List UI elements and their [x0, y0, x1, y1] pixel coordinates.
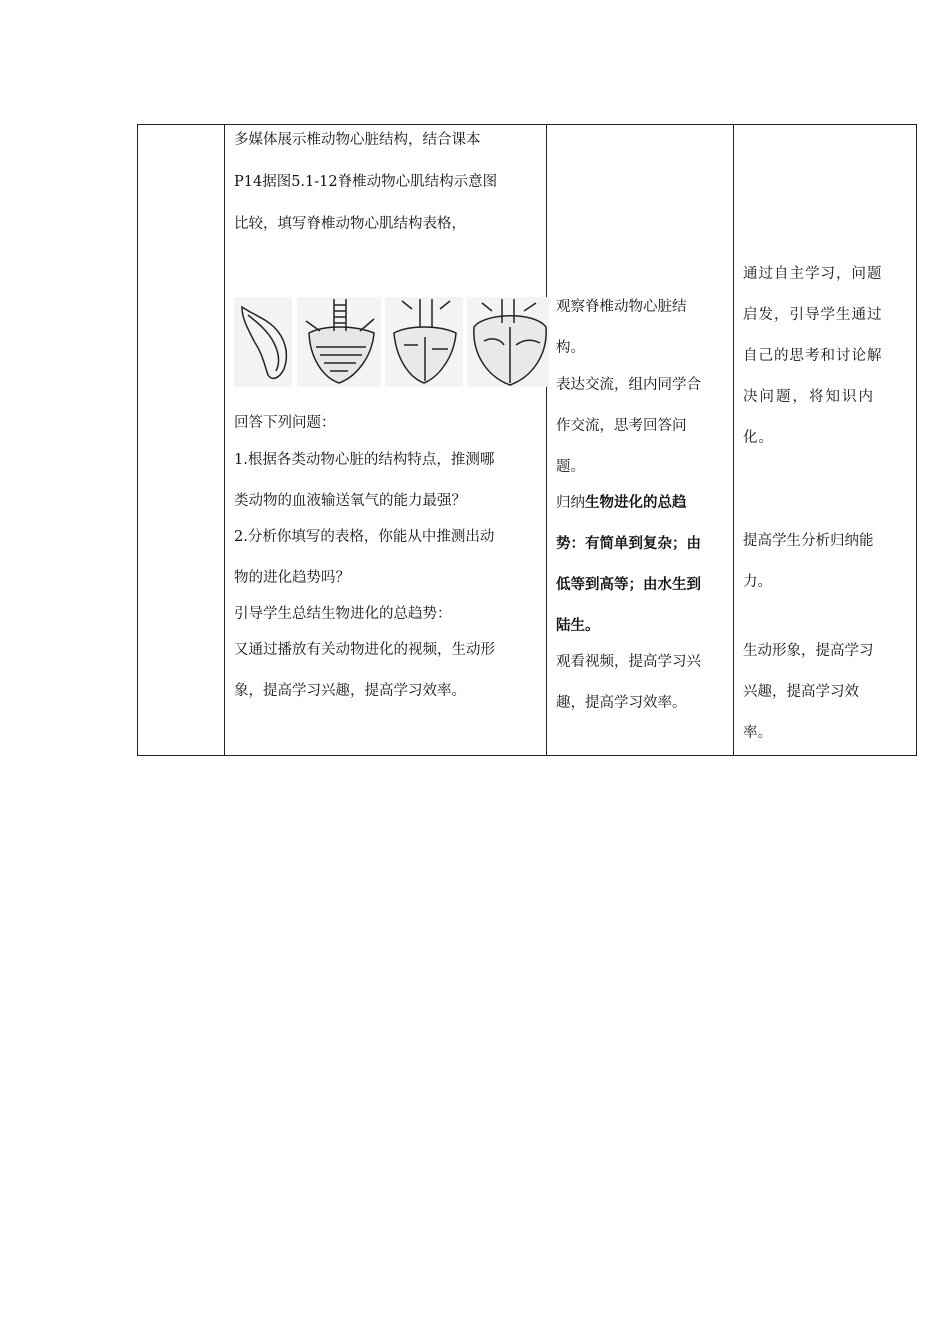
intent-line: 化。: [743, 430, 774, 446]
question-line: 又通过播放有关动物进化的视频，生动形: [234, 642, 495, 658]
summary-bold-line: 低等到高等；由水生到: [556, 577, 701, 593]
summary-bold: 生物进化的总趋: [585, 495, 687, 511]
heart-structure-diagrams: [234, 297, 550, 389]
summary-bold-line: 陆生。: [556, 618, 600, 634]
summary-prefix: 归纳: [556, 495, 585, 511]
lesson-table: [137, 124, 917, 756]
express-line: 作交流，思考回答问: [556, 418, 687, 434]
column-divider-3: [733, 125, 734, 755]
intent-line: 启发，引导学生通过: [743, 307, 883, 323]
express-line: 题。: [556, 459, 585, 475]
question-line: 物的进化趋势吗？: [234, 570, 350, 586]
video-line: 观看视频，提高学习兴: [556, 654, 701, 670]
summary-bold-line: 势：有简单到复杂；由: [556, 536, 701, 552]
intent-line: 兴趣，提高学习效: [743, 684, 859, 700]
question-line: 2.分析你填写的表格，你能从中推测出动: [234, 529, 495, 545]
intent-line: 率。: [743, 725, 772, 741]
intent-line: 自己的思考和讨论解: [743, 348, 883, 364]
intro-line: 多媒体展示椎动物心脏结构，结合课本: [234, 132, 481, 148]
express-line: 表达交流，组内同学合: [556, 377, 701, 393]
intent-line: 力。: [743, 574, 772, 590]
intent-line: 生动形象，提高学习: [743, 643, 874, 659]
question-line: 回答下列问题：: [234, 415, 336, 431]
question-line: 引导学生总结生物进化的总趋势：: [234, 606, 452, 622]
intent-line: 通过自主学习，问题: [743, 266, 883, 282]
column-divider-1: [224, 125, 225, 755]
observe-line: 构。: [556, 340, 585, 356]
video-line: 趣，提高学习效率。: [556, 695, 687, 711]
question-line: 类动物的血液输送氧气的能力最强？: [234, 493, 466, 509]
summary-line: [556, 491, 687, 512]
intent-line: 提高学生分析归纳能: [743, 533, 874, 549]
question-line: 象，提高学习兴趣，提高学习效率。: [234, 683, 466, 699]
intro-line: P14据图5.1-12脊椎动物心肌结构示意图: [234, 174, 498, 190]
column-divider-2: [546, 125, 547, 755]
question-line: 1.根据各类动物心脏的结构特点，推测哪: [234, 452, 495, 468]
intro-line: 比较，填写脊椎动物心肌结构表格，: [234, 216, 466, 232]
observe-line: 观察脊椎动物心脏结: [556, 299, 687, 315]
intent-line: 决问题，将知识内: [743, 389, 875, 405]
